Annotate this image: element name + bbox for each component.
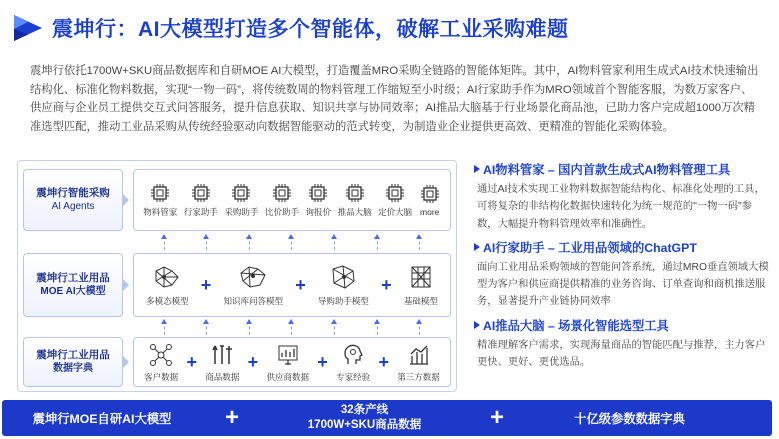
feature-title: [474, 238, 772, 256]
agent-label: 定价大脑: [378, 207, 413, 217]
chevron-right-icon: [123, 194, 129, 206]
neural-network-icon: [152, 263, 182, 291]
chip-icon: [230, 182, 252, 204]
page-title: 震坤行：AI大模型打造多个智能体，破解工业采购难题: [52, 18, 569, 41]
flow-arrows: [143, 321, 441, 335]
agent-label: 推品大脑: [337, 207, 372, 217]
data-source-label: 商品数据: [205, 371, 240, 382]
data-source-label: 专家经验: [336, 371, 371, 382]
feature-description: 精准理解客户需求，实现海量商品的智能匹配与推荐，主力客户更快、更好、更优选品。: [477, 339, 766, 369]
feature-description: 面向工业用品采购领域的智能问答系统，通过MRO垂直领域大模型为客户和供应商提供精准的业务咨询、订单查询和商机推送服务，显著提升产业链协同效率: [477, 261, 769, 308]
agent-label: 物料管家: [143, 207, 178, 217]
chip-icon: [149, 182, 171, 204]
agent-item[interactable]: [265, 182, 299, 218]
arrow-up-icon: [206, 321, 207, 335]
intro-paragraph: 震坤行依托1700W+SKU商品数据库和自研MOE AI大模型，打造覆盖MRO采购全链路的智能体矩阵。其中，AI物料管家利用生成式AI技术快速输出结构化、标准化物料数据，实现“一物一码”，将传统数周的物料管理工作缩短至小时级；AI行家助手作为MRO领域首个智能客服，为数万家客户、供应商与企业员工提供交互式问答服务，提升信息获取、知识共享与协同效率；AI推品大脑基于行业场景化商品池，已助力客户完成超1000万次精准选型匹配，推动工业品采购从传统经验驱动向数据智能驱动的范式转变，为制造业企业提供更高效、更精准的智能化采购体验。: [30, 65, 759, 133]
triangle-right-icon: [474, 243, 480, 251]
feature-title: [474, 160, 772, 178]
plus-icon: +: [224, 404, 239, 431]
agents-layer-title: 震坤行智能采购: [36, 187, 110, 199]
arrow-up-icon: [164, 236, 165, 250]
third-party-chart-icon: [406, 342, 432, 368]
feature-item: [474, 316, 772, 372]
summary-moe-model: 震坤行MOE自研AI大模型: [32, 412, 172, 426]
data-sources-list: [133, 337, 451, 387]
data-source-item[interactable]: [336, 342, 370, 383]
plus-icon: +: [200, 274, 212, 295]
triangle-right-icon: [474, 165, 480, 173]
data-source-label: 供应商数据: [266, 371, 309, 382]
data-source-item[interactable]: [266, 342, 309, 383]
model-label: 知识库问答模型: [223, 296, 284, 306]
plus-icon: +: [247, 351, 259, 372]
feature-title-text: AI行家助手 – 工业用品领域的ChatGPT: [483, 240, 697, 255]
architecture-diagram: [17, 160, 457, 392]
agents-layer: [23, 169, 451, 231]
agent-item[interactable]: [143, 182, 177, 218]
data-source-item[interactable]: [144, 342, 178, 383]
models-list: [133, 253, 451, 317]
flow-arrows: [143, 236, 441, 250]
feature-title-text: AI物料管家 – 国内首款生成式AI物料管理工具: [483, 163, 731, 177]
models-layer-subtitle: MOE AI大模型: [40, 286, 106, 297]
plus-icon: +: [378, 351, 389, 372]
agent-label: more: [420, 207, 440, 217]
data-layer-subtitle: 数据字典: [53, 363, 93, 374]
arrow-up-icon: [419, 321, 420, 335]
triangle-right-icon: [474, 321, 480, 329]
chip-icon: [384, 182, 406, 204]
models-layer-title: 震坤行工业用品: [36, 272, 110, 284]
plus-icon: +: [295, 274, 306, 295]
feature-description: 通过AI技术实现工业物料数据智能结构化、标准化处理的工具，可将复杂的非结构化数据快速转化为统一规范的"一物一码"参数，大幅提升物料管理效率和准确性。: [477, 184, 765, 230]
model-item[interactable]: [146, 263, 189, 307]
models-layer: [23, 253, 451, 317]
expert-head-icon: [340, 342, 366, 368]
plus-icon: +: [489, 404, 504, 431]
data-layer-label: [23, 337, 123, 387]
agent-item[interactable]: [378, 182, 412, 218]
arrow-up-icon: [377, 236, 378, 250]
data-layer: [23, 337, 451, 387]
agents-layer-subtitle: AI Agents: [51, 201, 95, 212]
features-list: [474, 160, 772, 376]
chevron-right-icon: [123, 279, 129, 291]
summary-product-lines: 32条产线: [340, 404, 389, 416]
play-triangle-logo-icon: [12, 13, 44, 43]
model-label: 多模态模型: [146, 296, 189, 306]
arrow-up-icon: [206, 236, 207, 250]
data-source-item[interactable]: [205, 342, 239, 383]
agents-layer-label: [23, 169, 123, 231]
chip-icon: [190, 182, 212, 204]
grid-network-icon: [406, 263, 436, 291]
plus-icon: +: [381, 274, 392, 295]
summary-sku-count: 1700W+SKU商品数据: [307, 419, 422, 431]
data-source-item[interactable]: [397, 342, 440, 383]
model-label: 基础模型: [403, 296, 438, 306]
arrow-up-icon: [419, 236, 420, 250]
tools-icon: [209, 342, 235, 368]
feature-item: [474, 160, 772, 233]
agent-item[interactable]: [224, 182, 258, 218]
neural-network-icon: [328, 263, 358, 291]
agent-item[interactable]: [419, 183, 441, 217]
data-source-label: 第三方数据: [397, 371, 440, 382]
agent-label: 比价助手: [264, 207, 299, 217]
data-source-label: 客户数据: [144, 371, 179, 382]
agent-label: 行家助手: [183, 207, 218, 217]
arrow-up-icon: [291, 321, 292, 335]
chip-icon: [344, 182, 366, 204]
summary-product-data: [262, 403, 467, 433]
arrow-up-icon: [291, 236, 292, 250]
arrow-up-icon: [164, 321, 165, 335]
model-item[interactable]: [404, 263, 438, 307]
model-label: 导购助手模型: [317, 296, 369, 306]
supplier-chart-icon: [275, 342, 301, 368]
feature-item: [474, 238, 772, 311]
arrow-up-icon: [377, 321, 378, 335]
arrow-up-icon: [334, 321, 335, 335]
model-item[interactable]: [318, 263, 369, 307]
feature-title-text: AI推品大脑 – 场景化智能选型工具: [483, 318, 669, 333]
arrow-up-icon: [334, 236, 335, 250]
customer-network-icon: [148, 342, 174, 368]
neural-network-icon: [238, 263, 268, 291]
agent-item[interactable]: [184, 182, 218, 218]
model-item[interactable]: [224, 263, 284, 307]
agent-label: 询报价: [305, 207, 332, 217]
data-layer-title: 震坤行工业用品: [36, 349, 110, 361]
arrow-up-icon: [249, 321, 250, 335]
page-header: [12, 8, 569, 48]
chevron-right-icon: [123, 356, 129, 368]
models-layer-label: [23, 253, 123, 317]
chip-icon: [419, 183, 441, 205]
agent-item[interactable]: [338, 182, 372, 218]
arrow-up-icon: [249, 236, 250, 250]
bottom-summary-bar: [2, 400, 772, 436]
summary-data-dictionary: 十亿级参数数据字典: [574, 412, 685, 426]
feature-title: [474, 316, 772, 334]
plus-icon: +: [186, 351, 197, 372]
agent-label: 采购助手: [224, 207, 259, 217]
chip-icon: [271, 182, 293, 204]
plus-icon: +: [317, 351, 328, 372]
agent-item[interactable]: [306, 182, 332, 218]
agents-list: [133, 169, 451, 231]
chip-icon: [307, 182, 329, 204]
